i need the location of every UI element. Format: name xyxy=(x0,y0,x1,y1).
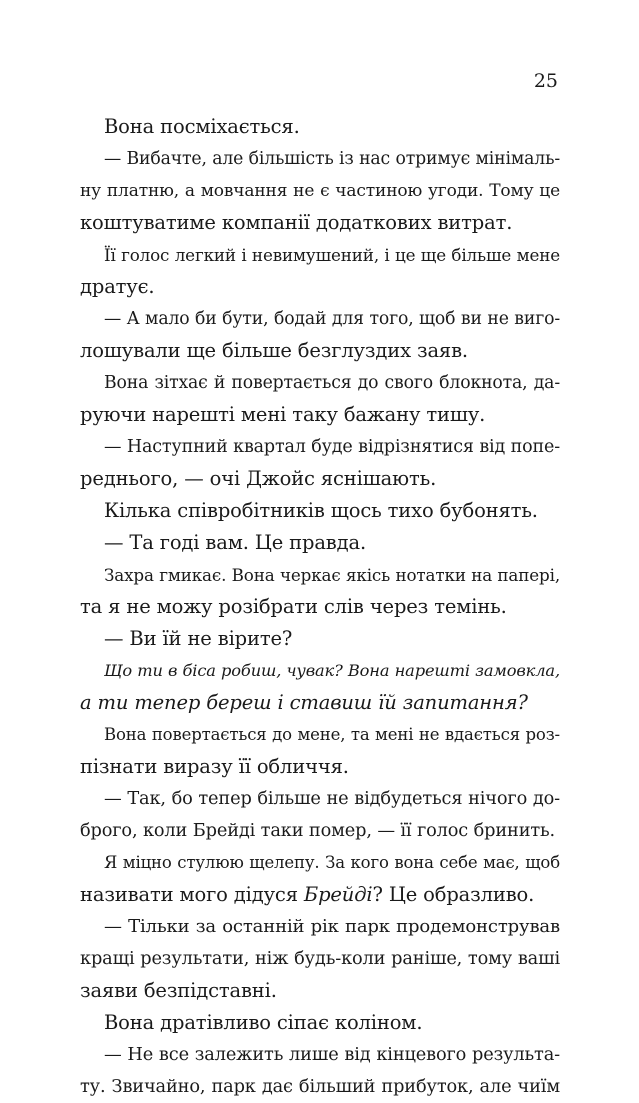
text-line: коштуватиме компанії додаткових витрат. xyxy=(80,211,513,234)
text-line: та я не можу розібрати слів через темінь. xyxy=(80,595,507,618)
text-line: кращі результати, ніж будь-коли раніше, тому ваші xyxy=(80,949,560,969)
page-number: 25 xyxy=(533,70,558,92)
text-line: заяви безпідставні. xyxy=(80,979,277,1002)
italic-text-line: а ти тепер береш і ставиш їй запитання? xyxy=(80,691,528,714)
text-line: — А мало би бути, бодай для того, щоб ви не виго- xyxy=(104,309,560,329)
text-line: ту. Звичайно, парк дає більший прибуток, але чиїм xyxy=(80,1077,560,1097)
text-line: Вона дратівливо сіпає коліном. xyxy=(104,1011,423,1034)
text-line xyxy=(80,879,560,911)
text-line: — Ви їй не вірите? xyxy=(104,627,293,650)
text-segment: ? Це образливо. xyxy=(372,883,535,906)
text-line: — Тільки за останній рік парк продемонстрував xyxy=(104,916,560,937)
body-text xyxy=(80,111,560,1103)
text-line: Захра гмикає. Вона черкає якісь нотатки на папері, xyxy=(104,565,560,585)
text-line: Вона зітхає й повертається до свого блокнота, да- xyxy=(104,373,560,393)
text-line: Її голос легкий і невимушений, і це ще більше мене xyxy=(104,245,560,265)
text-line: реднього, — очі Джойс яснішають. xyxy=(80,467,437,490)
italic-text-line: Що ти в біса робиш, чувак? Вона нарешті замовкла, xyxy=(104,661,560,680)
text-line: Я міцно стулюю щелепу. За кого вона себе має, щоб xyxy=(104,853,560,872)
text-line: брого, коли Брейді таки помер, — її голос бринить. xyxy=(80,821,556,841)
text-line: Вона повертається до мене, та мені не вдається роз- xyxy=(104,725,560,744)
text-line: — Наступний квартал буде відрізнятися від попе- xyxy=(104,437,560,457)
text-line: дратує. xyxy=(80,275,155,298)
text-line: пізнати виразу її обличчя. xyxy=(80,755,349,778)
text-line: руючи нарешті мені таку бажану тишу. xyxy=(80,403,486,426)
text-segment: називати мого дідуся xyxy=(80,883,304,906)
text-line: ну платню, а мовчання не є частиною угоди. Тому це xyxy=(80,181,560,201)
text-line: — Не все залежить лише від кінцевого результа- xyxy=(104,1045,560,1065)
text-line: — Так, бо тепер більше не відбудеться нічого до- xyxy=(104,789,560,809)
text-line: — Та годі вам. Це правда. xyxy=(104,531,367,554)
text-line: лошували ще більше безглуздих заяв. xyxy=(80,339,468,362)
text-line: Вона посміхається. xyxy=(104,115,300,138)
text-line: Кілька співробітників щось тихо бубонять. xyxy=(104,499,538,522)
text-line: — Вибачте, але більшість із нас отримує мінімаль- xyxy=(104,149,560,169)
italic-name: Брейді xyxy=(303,883,373,906)
